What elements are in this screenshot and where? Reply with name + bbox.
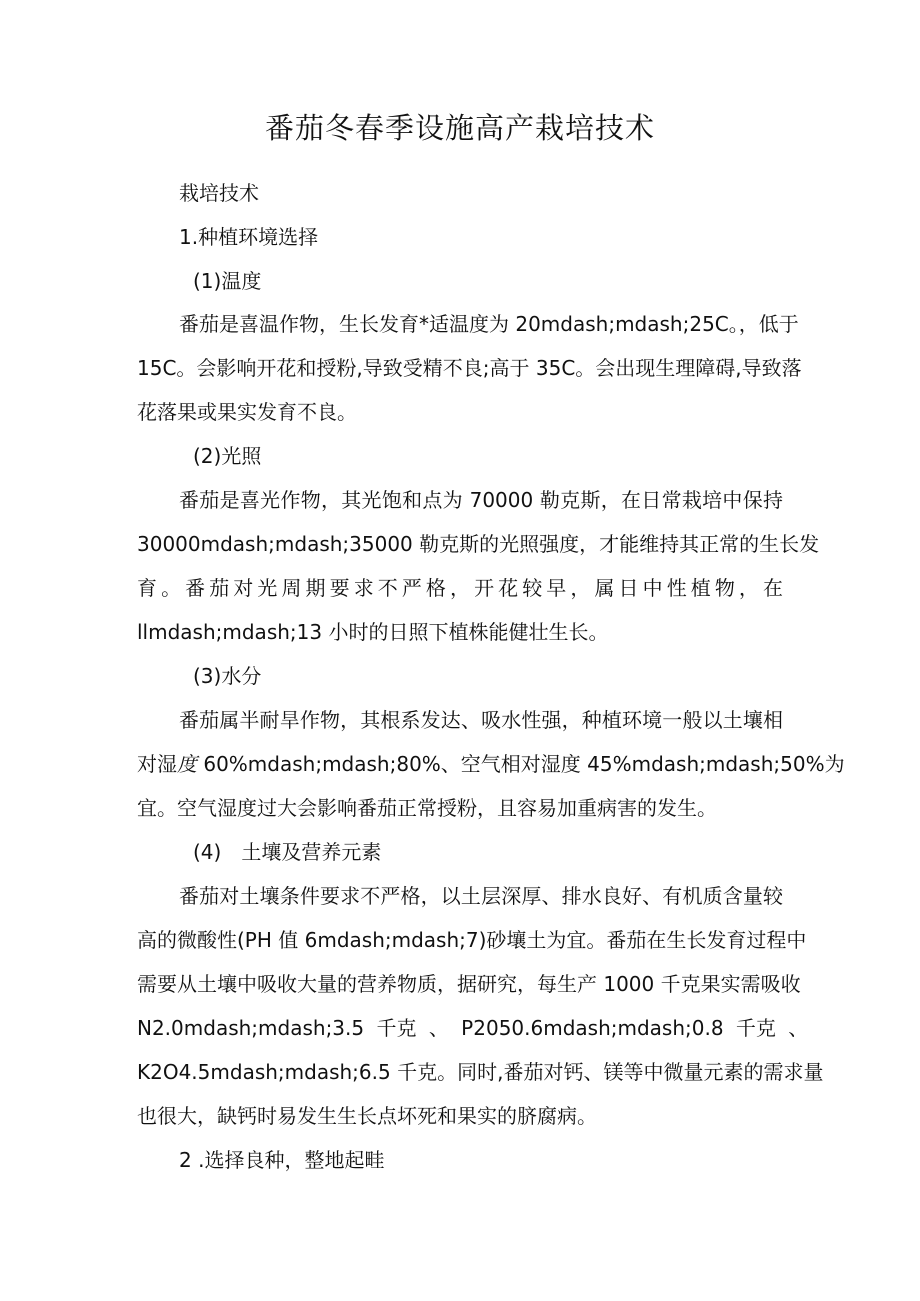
temperature-paragraph-line: 花落果或果实发育不良。 <box>137 400 357 424</box>
water-text-italic: 度 <box>177 752 197 776</box>
soil-paragraph-line: K2O4.5mdash;mdash;6.5 千克。同时,番茄对钙、镁等中微量元素的需求量 <box>137 1060 824 1084</box>
water-paragraph-line: 宜。空气湿度过大会影响番茄正常授粉，且容易加重病害的发生。 <box>137 796 717 820</box>
heading-2: 2 .选择良种，整地起畦 <box>179 1148 385 1172</box>
document-title: 番茄冬春季设施高产栽培技术 <box>264 111 655 145</box>
light-paragraph-line: llmdash;mdash;13 小时的日照下植株能健壮生长。 <box>137 620 609 644</box>
water-heading: (3)水分 <box>193 664 262 688</box>
temperature-paragraph-line: 番茄是喜温作物，生长发育*适温度为 20mdash;mdash;25C。，低于 <box>179 312 799 336</box>
soil-heading-number: (4) <box>193 840 222 864</box>
light-paragraph-line: 育。番茄对光周期要求不严格，开花较早，属日中性植物，在 <box>137 576 783 600</box>
soil-paragraph-line: 番茄对土壤条件要求不严格，以土层深厚、排水良好、有机质含量较 <box>179 884 783 908</box>
temperature-heading: (1)温度 <box>193 269 262 293</box>
soil-heading <box>193 837 381 867</box>
soil-paragraph-line: N2.0mdash;mdash;3.5 千克 、 P2050.6mdash;mdash;0.8 千克 、 <box>137 1016 809 1040</box>
soil-paragraph-line: 也很大，缺钙时易发生生长点坏死和果实的脐腐病。 <box>137 1104 597 1128</box>
water-text: 对湿 <box>137 752 177 776</box>
section-heading: 栽培技术 <box>179 181 259 205</box>
temperature-paragraph-line: 15C。会影响开花和授粉,导致受精不良;高于 35C。会出现生理障碍,导致落 <box>137 356 802 380</box>
water-text: 60%mdash;mdash;80%、空气相对湿度 45%mdash;mdash;50%为 <box>197 752 845 776</box>
light-heading: (2)光照 <box>193 444 262 468</box>
soil-paragraph-line: 高的微酸性(PH 值 6mdash;mdash;7)砂壤土为宜。番茄在生长发育过程中 <box>137 928 807 952</box>
heading-1: 1.种植环境选择 <box>179 225 319 249</box>
soil-heading-text: 土壤及营养元素 <box>241 840 382 864</box>
water-paragraph-line <box>137 749 845 779</box>
light-paragraph-line: 30000mdash;mdash;35000 勒克斯的光照强度，才能维持其正常的生长发 <box>137 532 820 556</box>
water-paragraph-line: 番茄属半耐旱作物，其根系发达、吸水性强，种植环境一般以土壤相 <box>179 708 783 732</box>
light-paragraph-line: 番茄是喜光作物，其光饱和点为 70000 勒克斯，在日常栽培中保持 <box>179 488 783 512</box>
soil-paragraph-line: 需要从土壤中吸收大量的营养物质，据研究，每生产 1000 千克果实需吸收 <box>137 972 801 996</box>
